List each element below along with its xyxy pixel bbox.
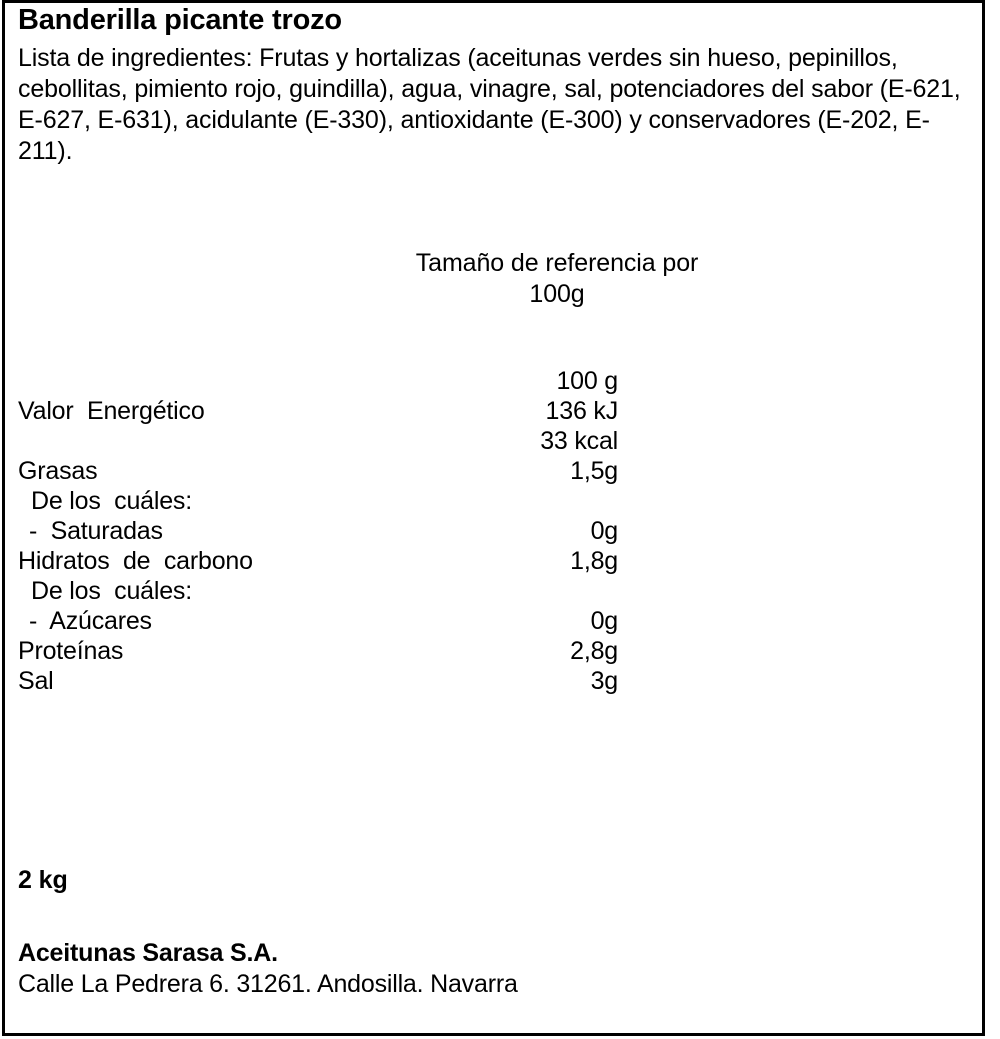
manufacturer-name: Aceitunas Sarasa S.A. (18, 939, 278, 967)
nutrition-row-label: Grasas (18, 457, 98, 485)
reference-size-line-2: 100g (529, 280, 585, 308)
nutrition-row-label: De los cuáles: (31, 487, 192, 515)
nutrition-row (18, 546, 618, 576)
nutrition-row-value: 2,8g (570, 637, 618, 665)
nutrition-row (18, 486, 618, 516)
nutrition-row (18, 606, 618, 636)
nutrition-row (18, 516, 618, 546)
nutrition-row-value: 136 kJ (545, 397, 618, 425)
nutrition-row-value: 3g (590, 667, 618, 695)
nutrition-row (18, 636, 618, 666)
nutrition-row-label: De los cuáles: (31, 577, 192, 605)
nutrition-table (18, 366, 618, 696)
nutrition-row-label: Sal (18, 667, 54, 695)
nutrition-row-label: - Saturadas (29, 517, 163, 545)
nutrition-row (18, 576, 618, 606)
nutrition-row-value: 33 kcal (540, 427, 618, 455)
nutrition-row-value: 1,5g (570, 457, 618, 485)
manufacturer-block (18, 938, 518, 1000)
reference-size-header (412, 248, 702, 310)
manufacturer-address: Calle La Pedrera 6. 31261. Andosilla. Navarra (18, 970, 518, 998)
nutrition-row-value: 0g (590, 607, 618, 635)
nutrition-row-label: - Azúcares (29, 607, 152, 635)
nutrition-row-label: Proteínas (18, 637, 124, 665)
nutrition-row (18, 426, 618, 456)
nutrition-row (18, 396, 618, 426)
nutrition-row (18, 666, 618, 696)
reference-size-line-1: Tamaño de referencia por (415, 249, 699, 277)
nutrition-row (18, 366, 618, 396)
net-weight: 2 kg (18, 866, 68, 894)
nutrition-row-value: 100 g (556, 367, 618, 395)
nutrition-row-label: Valor Energético (18, 397, 205, 425)
nutrition-row-value: 0g (590, 517, 618, 545)
nutrition-row-value: 1,8g (570, 547, 618, 575)
nutrition-row (18, 456, 618, 486)
nutrition-row-label: Hidratos de carbono (18, 547, 253, 575)
product-title: Banderilla picante trozo (18, 4, 342, 36)
ingredients-list: Lista de ingredientes: Frutas y hortalizas (aceitunas verdes sin hueso, pepinillos, cebollitas, pimiento rojo, guindilla), agua, vinagre, sal, potenciadores del sabor (E-621, E-627, E-631), acidulante (E-330), antioxidante (E-300) y conservadores (E-202, E-211). (18, 44, 961, 165)
